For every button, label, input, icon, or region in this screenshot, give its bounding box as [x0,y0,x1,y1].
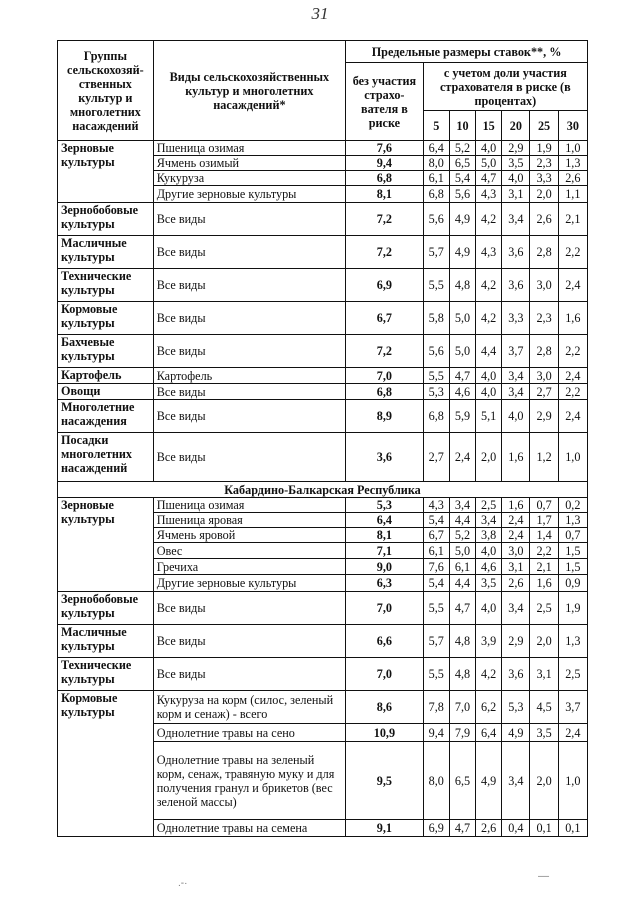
share-rate-cell: 5,5 [423,592,449,625]
share-rate-cell: 7,9 [449,724,475,742]
crop-cell: Все виды [153,658,345,691]
share-rate-cell: 3,7 [502,335,530,368]
rate-cell: 7,2 [346,203,424,236]
rate-cell: 7,0 [346,658,424,691]
crop-cell: Однолетние травы на сено [153,724,345,742]
crop-cell: Все виды [153,592,345,625]
rate-cell: 5,3 [346,498,424,513]
crop-cell: Все виды [153,625,345,658]
share-rate-cell: 3,5 [530,724,558,742]
share-rate-cell: 0,9 [558,575,587,592]
share-rate-cell: 2,2 [558,384,587,400]
share-rate-cell: 4,0 [476,543,502,559]
share-rate-cell: 6,2 [476,691,502,724]
share-rate-cell: 4,7 [449,592,475,625]
share-rate-cell: 2,4 [558,724,587,742]
share-rate-cell: 2,2 [558,236,587,269]
rate-cell: 7,1 [346,543,424,559]
share-rate-cell: 4,7 [476,171,502,186]
share-rate-cell: 4,0 [476,368,502,384]
share-rate-cell: 2,9 [502,141,530,156]
share-rate-cell: 2,5 [558,658,587,691]
share-rate-cell: 1,4 [530,528,558,543]
share-rate-cell: 3,6 [502,236,530,269]
share-rate-cell: 3,3 [530,171,558,186]
table-row [58,368,588,384]
share-rate-cell: 7,6 [423,559,449,575]
group-cell: Технические культуры [58,658,154,691]
share-rate-cell: 0,2 [558,498,587,513]
share-rate-cell: 4,0 [502,400,530,433]
share-rate-cell: 2,4 [558,400,587,433]
rate-cell: 7,2 [346,335,424,368]
group-cell: Овощи [58,384,154,400]
rate-cell: 6,6 [346,625,424,658]
share-rate-cell: 5,9 [449,400,475,433]
table-header [58,41,588,141]
rate-cell: 8,6 [346,691,424,724]
share-rate-cell: 0,1 [530,820,558,837]
rate-cell: 7,0 [346,368,424,384]
share-rate-cell: 6,9 [423,820,449,837]
crop-cell: Однолетние травы на зеленый корм, сенаж, травяную муку и для получения гранул и брикетов (вес зеленой массы) [153,742,345,820]
share-rate-cell: 5,4 [423,575,449,592]
crop-cell: Пшеница озимая [153,498,345,513]
share-rate-cell: 6,1 [449,559,475,575]
share-rate-cell: 4,3 [476,186,502,203]
share-rate-cell: 1,3 [558,513,587,528]
group-cell: Зерновые культуры [58,141,154,203]
share-rate-cell: 4,7 [449,368,475,384]
crop-cell: Кукуруза на корм (силос, зеленый корм и сенаж) - всего [153,691,345,724]
share-rate-cell: 1,6 [502,498,530,513]
share-rate-cell: 3,4 [502,203,530,236]
share-rate-cell: 2,1 [558,203,587,236]
with-share-header: с учетом доли участия страхователя в риске (в процентах) [423,63,587,111]
share-rate-cell: 2,4 [558,269,587,302]
share-rate-cell: 4,8 [449,658,475,691]
region-title: Кабардино-Балкарская Республика [58,482,588,498]
crop-column-header: Виды сельскохозяйственных культур и многолетних насаждений* [153,41,345,141]
insurance-rates-table [57,40,588,837]
share-rate-cell: 3,7 [558,691,587,724]
share-rate-cell: 2,0 [530,186,558,203]
rate-cell: 6,3 [346,575,424,592]
share-rate-cell: 1,3 [558,625,587,658]
share-rate-cell: 2,6 [530,203,558,236]
share-rate-cell: 5,7 [423,625,449,658]
group-cell: Посадки многолетних насаждений [58,433,154,482]
share-rate-cell: 4,4 [449,513,475,528]
share-rate-cell: 4,7 [449,820,475,837]
share-rate-cell: 4,9 [449,236,475,269]
share-rate-cell: 4,5 [530,691,558,724]
share-rate-cell: 1,2 [530,433,558,482]
share-rate-cell: 3,6 [502,658,530,691]
share-rate-cell: 4,4 [449,575,475,592]
share-rate-cell: 1,5 [558,543,587,559]
share-rate-cell: 1,6 [502,433,530,482]
share-rate-cell: 2,5 [476,498,502,513]
share-rate-cell: 5,3 [423,384,449,400]
group-cell: Кормовые культуры [58,691,154,837]
without-share-header: без участия страхо-вателя в риске [346,63,424,141]
share-rate-cell: 4,4 [476,335,502,368]
crop-cell: Овес [153,543,345,559]
share-rate-cell: 2,8 [530,335,558,368]
share-rate-cell: 2,2 [558,335,587,368]
share-rate-cell: 4,0 [502,171,530,186]
share-rate-cell: 2,0 [476,433,502,482]
share-rate-cell: 2,4 [449,433,475,482]
crop-cell: Другие зерновые культуры [153,575,345,592]
share-rate-cell: 5,5 [423,368,449,384]
share-rate-cell: 2,0 [530,625,558,658]
rate-cell: 9,1 [346,820,424,837]
group-cell: Масличные культуры [58,625,154,658]
table-row [58,433,588,482]
share-rate-cell: 3,4 [502,592,530,625]
rate-cell: 8,9 [346,400,424,433]
share-header: 10 [449,111,475,141]
share-rate-cell: 3,0 [502,543,530,559]
share-rate-cell: 2,7 [423,433,449,482]
share-header: 20 [502,111,530,141]
share-rate-cell: 5,8 [423,302,449,335]
table-row [58,203,588,236]
share-rate-cell: 0,1 [558,820,587,837]
crop-cell: Ячмень яровой [153,528,345,543]
scan-mark: .-· [178,878,188,889]
share-rate-cell: 4,9 [502,724,530,742]
share-rate-cell: 0,4 [502,820,530,837]
share-rate-cell: 6,4 [476,724,502,742]
share-rate-cell: 1,0 [558,742,587,820]
share-rate-cell: 3,5 [476,575,502,592]
share-rate-cell: 6,5 [449,742,475,820]
share-rate-cell: 7,8 [423,691,449,724]
rate-cell: 9,5 [346,742,424,820]
share-rate-cell: 5,6 [449,186,475,203]
group-cell: Масличные культуры [58,236,154,269]
rate-cell: 6,8 [346,384,424,400]
share-rate-cell: 5,0 [449,543,475,559]
rate-cell: 9,0 [346,559,424,575]
share-rate-cell: 3,8 [476,528,502,543]
share-rate-cell: 2,4 [502,513,530,528]
share-rate-cell: 6,5 [449,156,475,171]
share-rate-cell: 0,7 [530,498,558,513]
page-number: 31 [311,4,329,23]
share-rate-cell: 5,4 [423,513,449,528]
share-rate-cell: 2,4 [558,368,587,384]
share-rate-cell: 2,1 [530,559,558,575]
share-rate-cell: 4,3 [476,236,502,269]
share-rate-cell: 3,4 [449,498,475,513]
share-rate-cell: 4,6 [449,384,475,400]
scan-mark: –– [538,871,550,882]
rate-cell: 10,9 [346,724,424,742]
group-cell: Технические культуры [58,269,154,302]
share-rate-cell: 1,9 [558,592,587,625]
table-row [58,400,588,433]
share-rate-cell: 1,0 [558,433,587,482]
crop-cell: Другие зерновые культуры [153,186,345,203]
rate-cell: 7,2 [346,236,424,269]
rate-cell: 8,1 [346,528,424,543]
rate-cell: 6,8 [346,171,424,186]
rate-cell: 7,0 [346,592,424,625]
rate-cell: 7,6 [346,141,424,156]
share-rate-cell: 6,4 [423,141,449,156]
share-rate-cell: 4,9 [476,742,502,820]
share-rate-cell: 3,0 [530,368,558,384]
rate-cell: 9,4 [346,156,424,171]
share-rate-cell: 2,6 [476,820,502,837]
share-header: 15 [476,111,502,141]
share-rate-cell: 5,7 [423,236,449,269]
crop-cell: Пшеница озимая [153,141,345,156]
crop-cell: Все виды [153,433,345,482]
share-rate-cell: 1,6 [530,575,558,592]
group-cell: Картофель [58,368,154,384]
share-header: 25 [530,111,558,141]
share-rate-cell: 2,6 [502,575,530,592]
table-row [58,691,588,724]
share-rate-cell: 5,0 [476,156,502,171]
crop-cell: Все виды [153,400,345,433]
group-column-header: Группы сельскохозяй-ственных культур и многолетних насаждений [58,41,154,141]
crop-cell: Кукуруза [153,171,345,186]
share-rate-cell: 5,4 [449,171,475,186]
group-cell: Бахчевые культуры [58,335,154,368]
share-rate-cell: 0,7 [558,528,587,543]
share-rate-cell: 1,6 [558,302,587,335]
crop-cell: Картофель [153,368,345,384]
table-row [58,269,588,302]
share-rate-cell: 3,5 [502,156,530,171]
share-rate-cell: 4,2 [476,269,502,302]
share-rate-cell: 4,8 [449,625,475,658]
share-rate-cell: 2,2 [530,543,558,559]
rate-cell: 8,1 [346,186,424,203]
table-row [58,384,588,400]
share-rate-cell: 3,4 [476,513,502,528]
share-rate-cell: 2,4 [502,528,530,543]
table-row [58,141,588,156]
rate-cell: 6,7 [346,302,424,335]
share-rate-cell: 5,3 [502,691,530,724]
table-row [58,498,588,513]
share-rate-cell: 2,3 [530,156,558,171]
share-rate-cell: 2,0 [530,742,558,820]
group-cell: Зернобобовые культуры [58,203,154,236]
share-rate-cell: 4,2 [476,302,502,335]
crop-cell: Все виды [153,236,345,269]
share-rate-cell: 3,6 [502,269,530,302]
crop-cell: Ячмень озимый [153,156,345,171]
share-rate-cell: 3,4 [502,384,530,400]
crop-cell: Все виды [153,302,345,335]
crop-cell: Гречиха [153,559,345,575]
share-rate-cell: 2,6 [558,171,587,186]
share-rate-cell: 3,3 [502,302,530,335]
crop-cell: Все виды [153,335,345,368]
share-rate-cell: 4,9 [449,203,475,236]
crop-cell: Все виды [153,269,345,302]
share-rate-cell: 3,4 [502,368,530,384]
group-cell: Зерновые культуры [58,498,154,592]
table-row [58,302,588,335]
share-rate-cell: 4,0 [476,141,502,156]
share-rate-cell: 2,3 [530,302,558,335]
table-row [58,335,588,368]
share-rate-cell: 5,1 [476,400,502,433]
share-rate-cell: 1,7 [530,513,558,528]
share-rate-cell: 6,8 [423,186,449,203]
crop-cell: Однолетние травы на семена [153,820,345,837]
share-rate-cell: 2,9 [530,400,558,433]
crop-cell: Все виды [153,203,345,236]
share-rate-cell: 6,1 [423,543,449,559]
group-cell: Зернобобовые культуры [58,592,154,625]
share-rate-cell: 1,9 [530,141,558,156]
share-rate-cell: 4,0 [476,592,502,625]
table-row [58,625,588,658]
share-rate-cell: 4,2 [476,203,502,236]
table-row [58,658,588,691]
share-rate-cell: 9,4 [423,724,449,742]
crop-cell: Все виды [153,384,345,400]
share-rate-cell: 5,2 [449,528,475,543]
share-rate-cell: 6,1 [423,171,449,186]
table-row [58,236,588,269]
share-rate-cell: 3,1 [502,186,530,203]
share-rate-cell: 1,1 [558,186,587,203]
share-rate-cell: 5,6 [423,203,449,236]
share-rate-cell: 7,0 [449,691,475,724]
share-rate-cell: 5,0 [449,302,475,335]
share-rate-cell: 4,8 [449,269,475,302]
share-rate-cell: 8,0 [423,156,449,171]
share-rate-cell: 5,6 [423,335,449,368]
share-header: 30 [558,111,587,141]
crop-cell: Пшеница яровая [153,513,345,528]
share-rate-cell: 3,9 [476,625,502,658]
rate-cell: 3,6 [346,433,424,482]
share-rate-cell: 4,0 [476,384,502,400]
share-rate-cell: 5,5 [423,658,449,691]
share-rate-cell: 5,5 [423,269,449,302]
share-header: 5 [423,111,449,141]
share-rate-cell: 3,0 [530,269,558,302]
share-rate-cell: 4,3 [423,498,449,513]
region-row [58,482,588,498]
share-rate-cell: 1,3 [558,156,587,171]
share-rate-cell: 5,0 [449,335,475,368]
share-rate-cell: 8,0 [423,742,449,820]
share-rate-cell: 6,8 [423,400,449,433]
share-rate-cell: 3,1 [502,559,530,575]
group-cell: Кормовые культуры [58,302,154,335]
rate-cell: 6,4 [346,513,424,528]
share-rate-cell: 2,7 [530,384,558,400]
share-rate-cell: 1,0 [558,141,587,156]
limit-rates-header: Предельные размеры ставок**, % [346,41,588,63]
share-rate-cell: 1,5 [558,559,587,575]
share-rate-cell: 4,2 [476,658,502,691]
table-body [58,141,588,837]
share-rate-cell: 5,2 [449,141,475,156]
group-cell: Многолетние насаждения [58,400,154,433]
share-rate-cell: 3,4 [502,742,530,820]
share-rate-cell: 2,9 [502,625,530,658]
share-rate-cell: 3,1 [530,658,558,691]
table-row [58,592,588,625]
share-rate-cell: 6,7 [423,528,449,543]
rate-cell: 6,9 [346,269,424,302]
share-rate-cell: 2,5 [530,592,558,625]
share-rate-cell: 4,6 [476,559,502,575]
share-rate-cell: 2,8 [530,236,558,269]
